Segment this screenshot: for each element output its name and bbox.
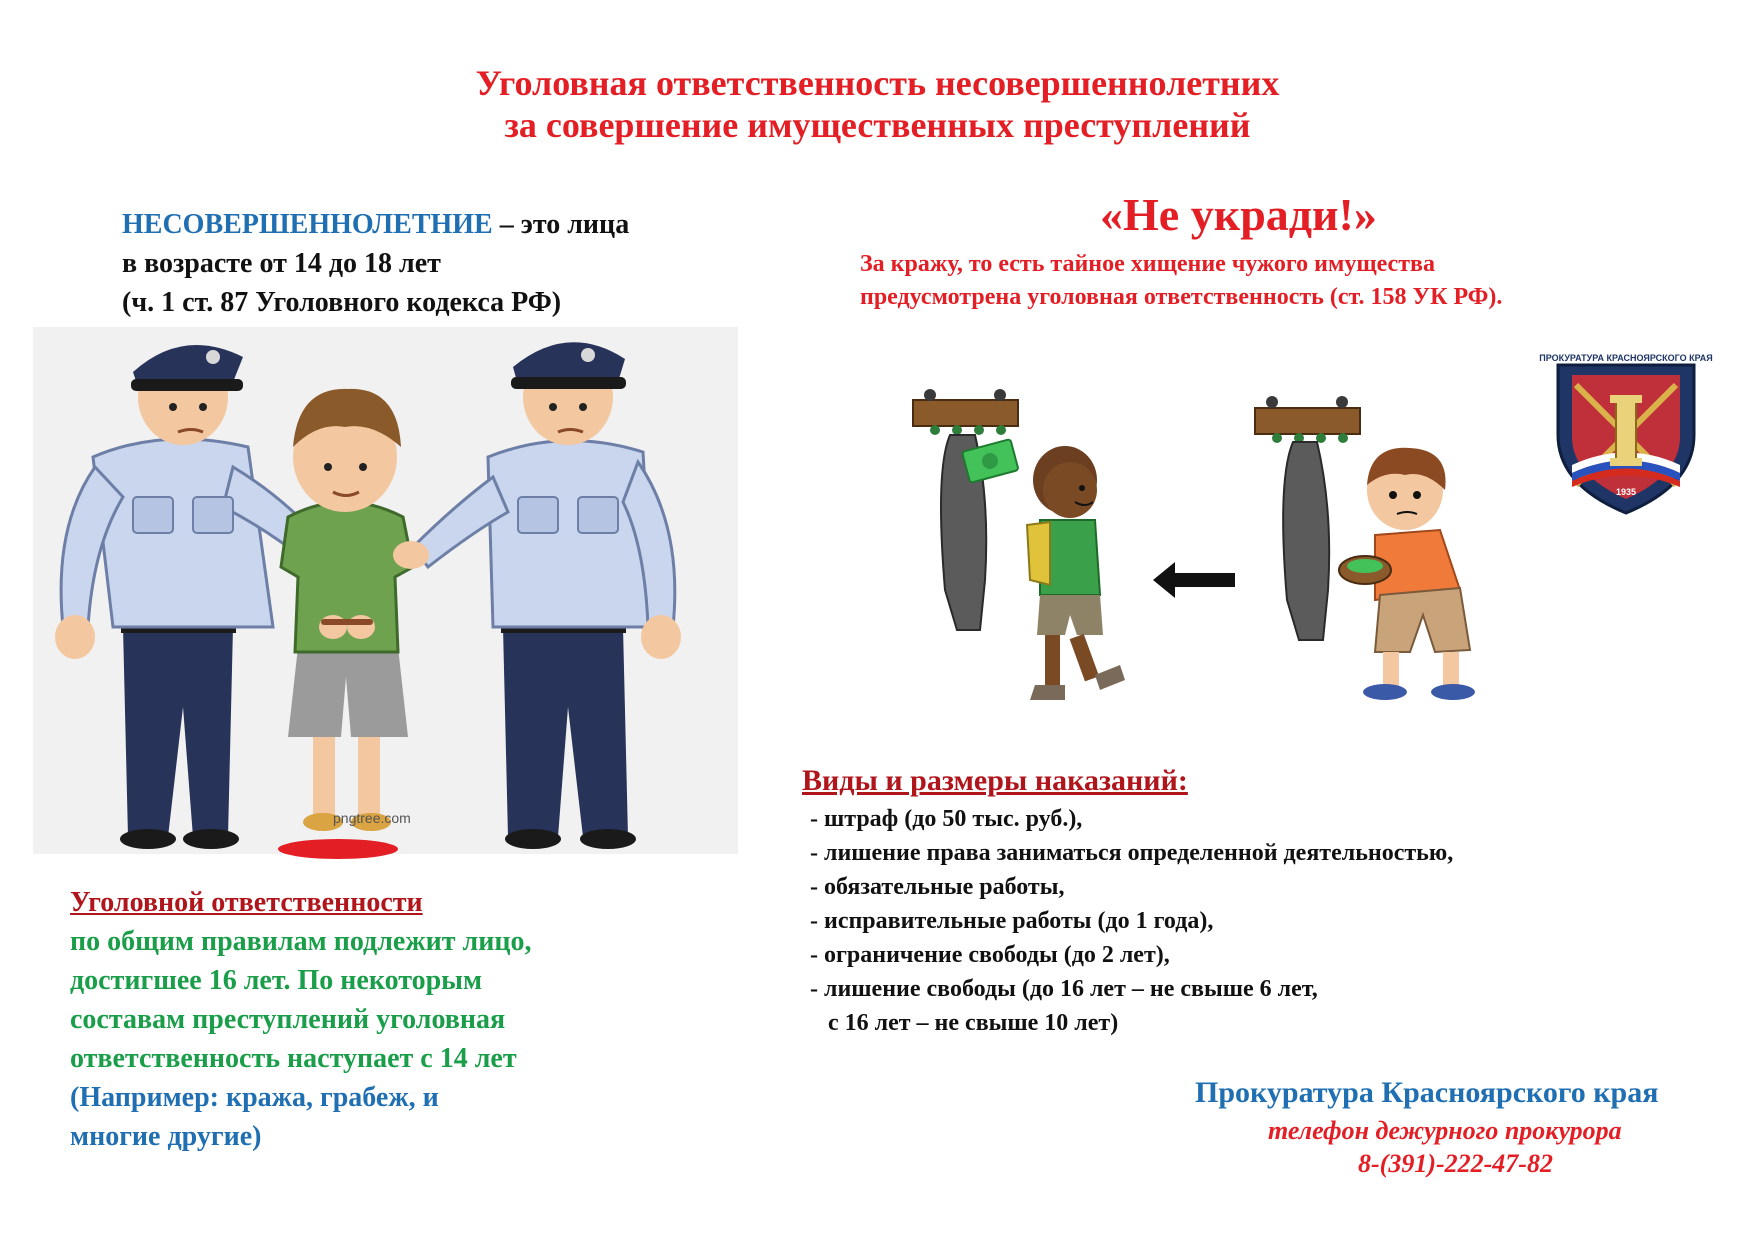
definition-block	[122, 205, 629, 322]
theft-note	[860, 248, 1502, 314]
punishment-item: с 16 лет – не свыше 10 лет)	[810, 1010, 1119, 1036]
title-line-2: за совершение имущественных преступлений	[504, 105, 1251, 145]
responsibility-example-line: многие другие)	[70, 1121, 262, 1152]
responsibility-line: составам преступлений уголовная	[70, 1004, 506, 1035]
punishment-item: - лишение свободы (до 16 лет – не свыше 6 лет,	[810, 976, 1318, 1002]
title-line-1: Уголовная ответственность несовершеннолетних	[475, 63, 1280, 103]
punishment-item: - лишение права заниматься определенной деятельностью,	[810, 840, 1454, 866]
definition-line-2: в возрасте от 14 до 18 лет	[122, 248, 441, 279]
emblem-arc-text: ПРОКУРАТУРА КРАСНОЯРСКОГО КРАЯ	[1539, 353, 1713, 363]
punishment-item: - ограничение свободы (до 2 лет),	[810, 942, 1170, 968]
slogan: «Не укради!»	[1100, 189, 1377, 240]
definition-line-1-rest: – это лица	[492, 209, 630, 240]
definition-line-3: (ч. 1 ст. 87 Уголовного кодекса РФ)	[122, 287, 562, 318]
responsibility-line: по общим правилам подлежит лицо,	[70, 926, 532, 957]
punishment-item: - исправительные работы (до 1 года),	[810, 908, 1214, 934]
punishments-list	[810, 802, 1453, 1040]
theft-note-line-2: предусмотрена уголовная ответственность (ст. 158 УК РФ).	[860, 284, 1503, 310]
theft-illustration	[905, 390, 1525, 740]
police-arrest-illustration	[33, 327, 738, 854]
responsibility-line: ответственность наступает с 14 лет	[70, 1043, 517, 1074]
illustration-watermark: pngtree.com	[333, 810, 411, 826]
punishment-item: - обязательные работы,	[810, 874, 1065, 900]
responsibility-line: достигшее 16 лет. По некоторым	[70, 965, 483, 996]
responsibility-heading: Уголовной ответственности	[70, 887, 423, 918]
definition-term: НЕСОВЕРШЕННОЛЕТНИЕ	[122, 209, 493, 240]
prosecutor-office-emblem	[1539, 345, 1713, 517]
organization-name: Прокуратура Красноярского края	[1195, 1076, 1659, 1109]
phone-number: 8-(391)-222-47-82	[1358, 1149, 1553, 1178]
emblem-year: 1935	[1615, 487, 1637, 497]
phone-label: телефон дежурного прокурора	[1268, 1116, 1622, 1145]
responsibility-example-line: (Например: кража, грабеж, и	[70, 1082, 439, 1113]
page-title	[0, 62, 1755, 146]
theft-note-line-1: За кражу, то есть тайное хищение чужого имущества	[860, 251, 1435, 277]
punishments-heading: Виды и размеры наказаний:	[802, 764, 1188, 797]
responsibility-body	[70, 922, 532, 1156]
punishment-item: - штраф (до 50 тыс. руб.),	[810, 806, 1083, 832]
